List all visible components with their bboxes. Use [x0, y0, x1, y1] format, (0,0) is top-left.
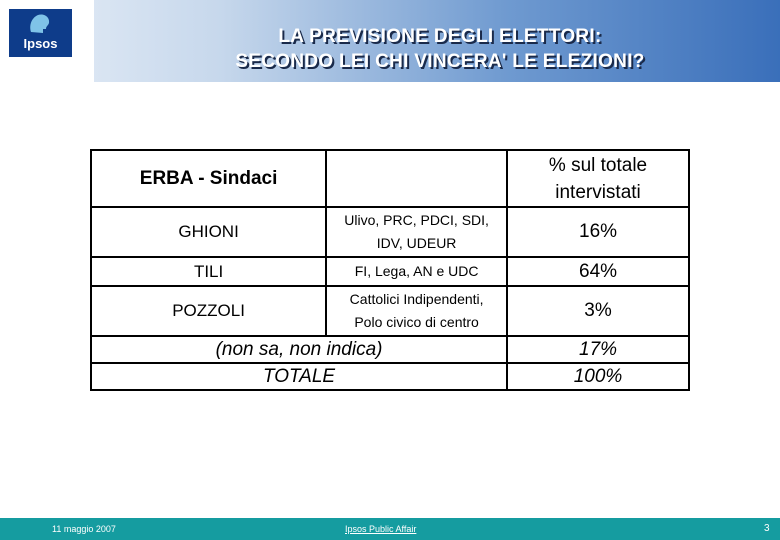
results-table — [90, 149, 690, 391]
slide-title — [110, 24, 770, 74]
header-middle-cell — [326, 150, 507, 207]
candidate-name: TILI — [91, 257, 326, 286]
candidate-parties — [326, 257, 507, 286]
title-line-1: LA PREVISIONE DEGLI ELETTORI: — [278, 26, 602, 47]
parties-line-2: IDV, UDEUR — [376, 235, 457, 251]
parties-line-2: Polo civico di centro — [354, 314, 479, 330]
candidate-pct: 64% — [507, 257, 689, 286]
header-left-cell — [91, 150, 326, 207]
header-right-line-1: % sul totale — [548, 154, 648, 176]
header-right-line-2: intervistati — [555, 181, 641, 203]
title-line-2: SECONDO LEI CHI VINCERA' LE ELEZIONI? — [235, 51, 645, 72]
ipsos-logo — [9, 9, 72, 57]
footer-link[interactable]: Ipsos Public Affair — [345, 524, 417, 534]
parties-line-1: Cattolici Indipendenti, — [349, 291, 484, 307]
slide-footer — [0, 518, 780, 540]
candidate-parties — [326, 286, 507, 336]
candidate-parties — [326, 207, 507, 257]
table-row — [91, 257, 689, 286]
candidate-pct: 16% — [507, 207, 689, 257]
header-right-cell — [507, 150, 689, 207]
table-row — [91, 286, 689, 336]
candidate-name: GHIONI — [91, 207, 326, 257]
footer-date: 11 maggio 2007 — [52, 524, 116, 534]
nonsa-label: (non sa, non indica) — [91, 336, 507, 363]
candidate-pct: 3% — [507, 286, 689, 336]
total-pct: 100% — [507, 363, 689, 390]
nonsa-pct: 17% — [507, 336, 689, 363]
table-row — [91, 207, 689, 257]
nonsa-row — [91, 336, 689, 363]
head-silhouette-icon — [27, 12, 53, 36]
parties-line-1: FI, Lega, AN e UDC — [354, 263, 479, 279]
table-header-row — [91, 150, 689, 207]
header-left-text: ERBA - Sindaci — [139, 167, 278, 189]
logo-text: Ipsos — [23, 36, 58, 51]
total-label: TOTALE — [91, 363, 507, 390]
logo-area — [0, 0, 94, 82]
page-number: 3 — [764, 523, 770, 534]
candidate-name: POZZOLI — [91, 286, 326, 336]
slide-header — [0, 0, 780, 82]
total-row — [91, 363, 689, 390]
parties-line-1: Ulivo, PRC, PDCI, SDI, — [344, 212, 489, 228]
